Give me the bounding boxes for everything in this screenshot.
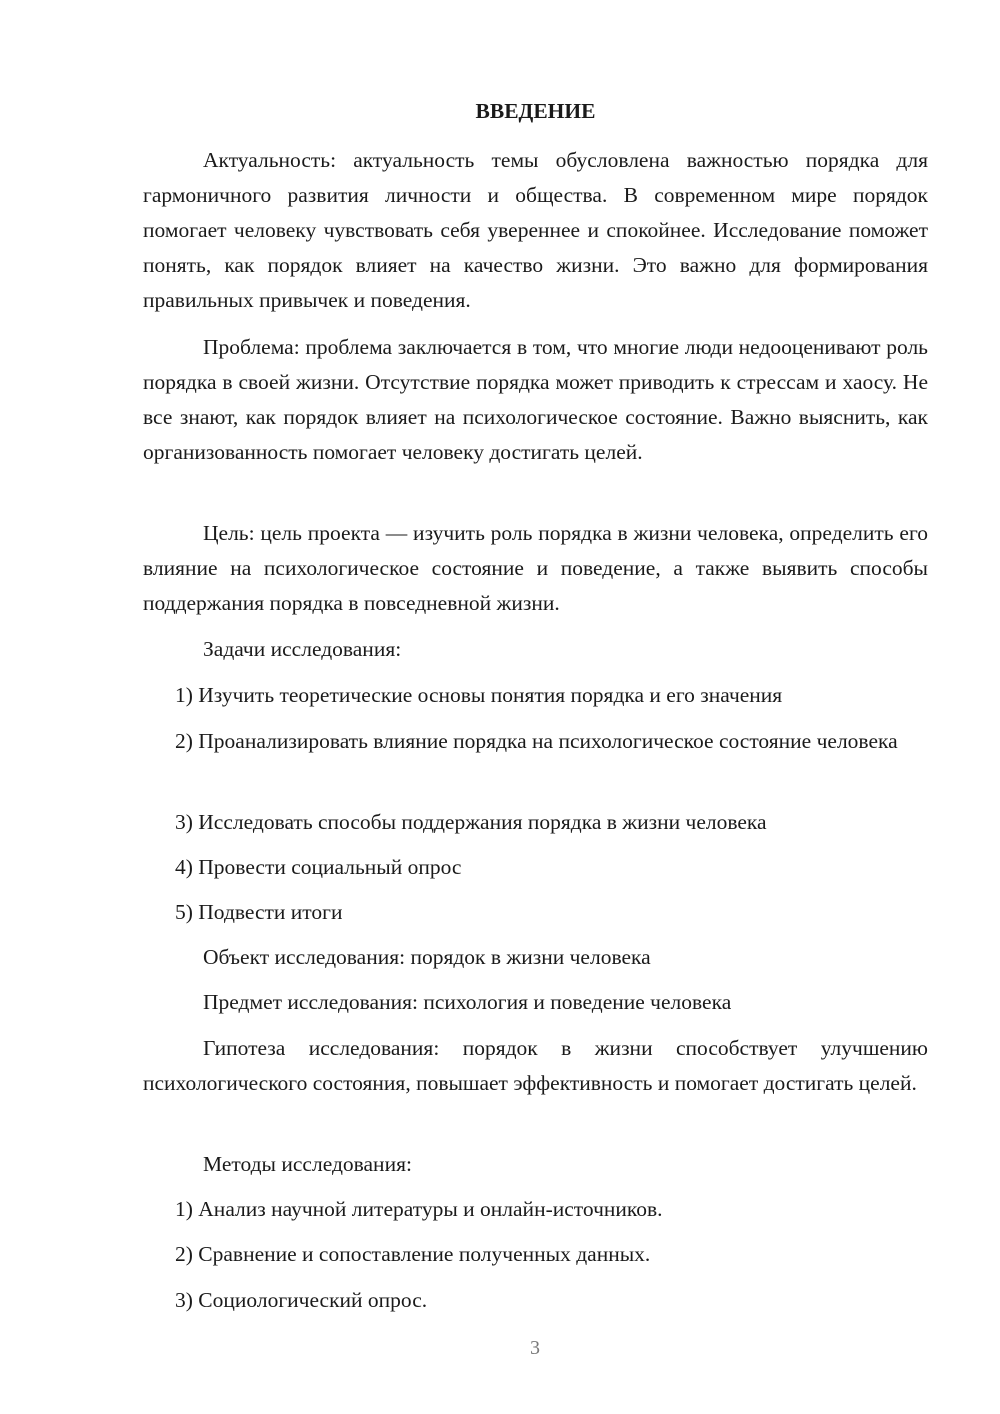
task-item-5: 5) Подвести итоги	[175, 900, 343, 924]
paragraph-relevance: Актуальность: актуальность темы обусловлена важностью порядка для гармоничного развития личности и общества. В современном мире порядок помогает человеку чувствовать себя увереннее и спокойнее. Исследование поможет понять, как порядок влияет на качество жизни. Это важно для формирования правильных привычек и поведения.	[143, 148, 928, 312]
paragraph-object: Объект исследования: порядок в жизни человека	[203, 945, 651, 969]
page-number: 3	[530, 1337, 540, 1359]
method-item-3: 3) Социологический опрос.	[175, 1288, 428, 1312]
task-item-4: 4) Провести социальный опрос	[175, 855, 462, 879]
page-title: ВВЕДЕНИЕ	[475, 99, 596, 123]
paragraph-problem: Проблема: проблема заключается в том, что многие люди недооценивают роль порядка в своей жизни. Отсутствие порядка может приводить к стрессам и хаосу. Не все знают, как порядок влияет на психологическое состояние. Важно выяснить, как организованность помогает человеку достигать целей.	[143, 335, 928, 464]
tasks-title: Задачи исследования:	[203, 637, 402, 661]
methods-title: Методы исследования:	[203, 1152, 412, 1176]
method-item-1: 1) Анализ научной литературы и онлайн-источников.	[175, 1197, 663, 1221]
paragraph-subject: Предмет исследования: психология и поведение человека	[203, 990, 732, 1014]
paragraph-goal: Цель: цель проекта — изучить роль порядка в жизни человека, определить его влияние на психологическое состояние и поведение, а также выявить способы поддержания порядка в повседневной жизни.	[143, 521, 928, 615]
task-item-2: 2) Проанализировать влияние порядка на психологическое состояние человека	[175, 729, 898, 753]
method-item-2: 2) Сравнение и сопоставление полученных данных.	[175, 1242, 651, 1266]
task-item-3: 3) Исследовать способы поддержания порядка в жизни человека	[175, 810, 767, 834]
paragraph-hypothesis: Гипотеза исследования: порядок в жизни способствует улучшению психологического состояния, повышает эффективность и помогает достигать целей.	[143, 1036, 928, 1095]
task-item-1: 1) Изучить теоретические основы понятия порядка и его значения	[175, 683, 783, 707]
